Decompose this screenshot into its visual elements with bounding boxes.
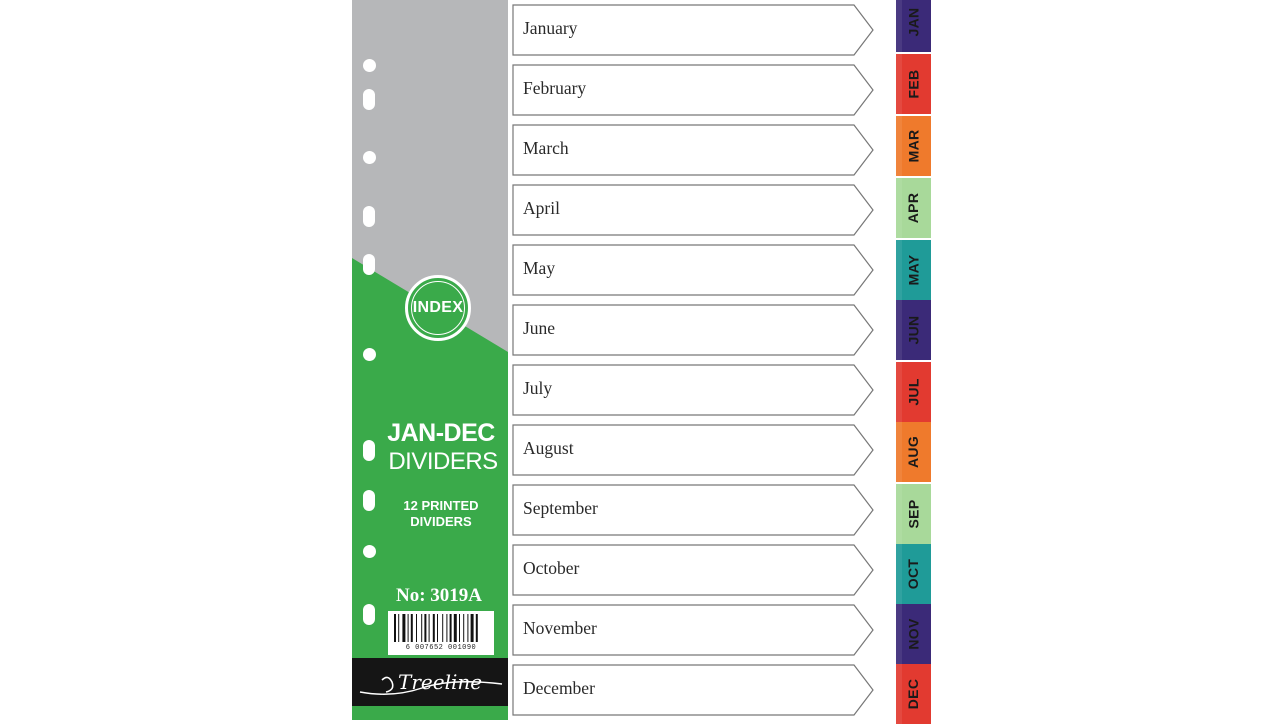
- tab-oct: [896, 544, 931, 604]
- divider-label-text: June: [523, 318, 556, 338]
- cover-subtitle: [388, 498, 494, 530]
- index-badge: [405, 275, 471, 341]
- tab-jul: [896, 362, 931, 422]
- punch-hole: [363, 89, 375, 110]
- barcode-bar: [450, 614, 452, 642]
- cover-subtitle-line2: DIVIDERS: [410, 514, 472, 529]
- punch-hole: [363, 59, 376, 72]
- punch-hole: [363, 604, 375, 625]
- tab-label: OCT: [905, 558, 922, 590]
- barcode-bars: [390, 613, 492, 645]
- tab-may: [896, 240, 931, 300]
- barcode-bar: [463, 614, 464, 642]
- barcode-bar: [476, 614, 478, 642]
- divider-label: [512, 244, 872, 296]
- barcode-bar: [398, 614, 399, 642]
- divider-label: [512, 424, 872, 476]
- barcode-bar: [421, 614, 422, 642]
- divider-label-text: January: [523, 18, 578, 38]
- divider-label-text: October: [523, 558, 580, 578]
- divider-label-text: August: [523, 438, 574, 458]
- barcode-bar: [467, 614, 468, 642]
- divider-label: [512, 4, 872, 56]
- barcode-number: 6 007652 001090: [405, 644, 477, 652]
- tab-jan: [896, 0, 931, 52]
- divider-label-text: September: [523, 498, 598, 518]
- brand-logo-text: Treeline: [398, 670, 483, 694]
- barcode-bar: [429, 614, 430, 642]
- label-outline: [512, 244, 874, 296]
- punch-hole: [363, 348, 376, 361]
- cover-subtitle-line1: 12 PRINTED: [403, 498, 479, 513]
- tab-label: MAR: [905, 129, 922, 163]
- divider-label-text: February: [523, 78, 587, 98]
- divider-labels: [510, 0, 880, 720]
- tab-label: FEB: [905, 69, 922, 99]
- divider-label: [512, 124, 872, 176]
- divider-label: [512, 364, 872, 416]
- barcode-bar: [442, 614, 443, 642]
- colored-tabs: [896, 0, 932, 720]
- barcode-bar: [402, 614, 405, 642]
- tab-label: JUL: [905, 378, 922, 406]
- tab-label: JUN: [905, 315, 922, 345]
- tab-label: DEC: [905, 678, 922, 710]
- label-outline: [512, 304, 874, 356]
- divider-label: [512, 184, 872, 236]
- divider-label-text: December: [523, 678, 595, 698]
- divider-label: [512, 664, 872, 716]
- divider-label: [512, 304, 872, 356]
- tab-label: JAN: [905, 7, 922, 37]
- product-number: No: 3019A: [395, 585, 483, 606]
- tab-jun: [896, 300, 931, 360]
- tab-label: SEP: [905, 499, 922, 529]
- barcode-bar: [454, 614, 457, 642]
- divider-set-product: [352, 0, 932, 720]
- divider-label-text: July: [523, 378, 553, 398]
- barcode-bar: [416, 614, 417, 642]
- barcode: [388, 611, 494, 655]
- divider-label-text: November: [523, 618, 597, 638]
- punch-hole: [363, 545, 376, 558]
- tab-label: MAY: [905, 254, 922, 286]
- tab-mar: [896, 116, 931, 176]
- tab-nov: [896, 604, 931, 664]
- cover-title-line2: DIVIDERS: [388, 448, 498, 475]
- divider-label: [512, 604, 872, 656]
- cover-sheet: [352, 0, 508, 720]
- divider-label-text: May: [523, 258, 556, 278]
- divider-label: [512, 484, 872, 536]
- cover-title-line1: JAN-DEC: [387, 419, 495, 447]
- barcode-bar: [408, 614, 409, 642]
- label-outline: [512, 184, 874, 236]
- barcode-bar: [394, 614, 396, 642]
- tab-feb: [896, 54, 931, 114]
- divider-label: [512, 544, 872, 596]
- tab-apr: [896, 178, 931, 238]
- divider-label-text: April: [523, 198, 560, 218]
- tab-dec: [896, 664, 931, 724]
- barcode-bar: [424, 614, 426, 642]
- barcode-bar: [446, 614, 447, 642]
- punch-hole: [363, 254, 375, 275]
- barcode-bar: [433, 614, 435, 642]
- tab-label: APR: [905, 192, 922, 224]
- punch-hole: [363, 151, 376, 164]
- index-badge-label: INDEX: [412, 299, 464, 316]
- barcode-bar: [411, 614, 413, 642]
- tab-label: AUG: [905, 435, 922, 469]
- barcode-bar: [459, 614, 460, 642]
- brand-bar: [352, 658, 508, 706]
- label-outline: [512, 364, 874, 416]
- barcode-bar: [471, 614, 474, 642]
- divider-label-text: March: [523, 138, 569, 158]
- tab-aug: [896, 422, 931, 482]
- divider-label: [512, 64, 872, 116]
- barcode-bar: [437, 614, 438, 642]
- punch-hole: [363, 490, 375, 511]
- tab-sep: [896, 484, 931, 544]
- punch-hole: [363, 206, 375, 227]
- tab-label: NOV: [905, 618, 922, 650]
